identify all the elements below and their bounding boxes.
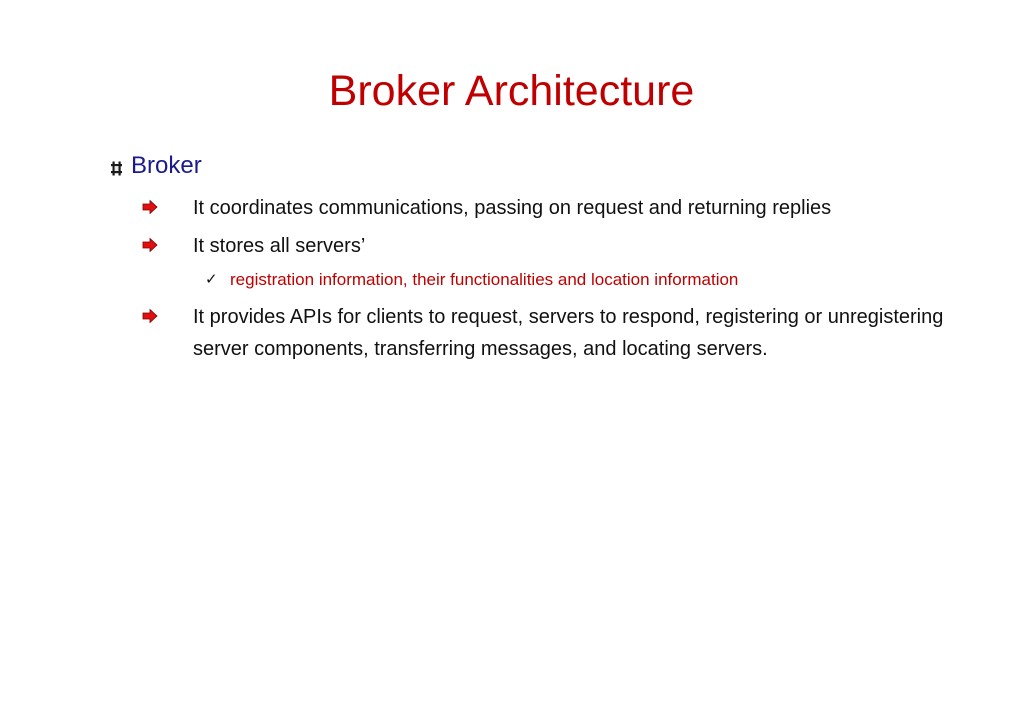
slide-title: Broker Architecture: [328, 67, 695, 115]
sub-bullet-text: It coordinates communications, passing on request and returning replies: [193, 197, 832, 219]
check-mark-icon: ✓: [205, 270, 218, 288]
red-arrow-bullet-icon: [140, 199, 160, 215]
red-arrow-bullet-icon: [140, 308, 160, 324]
grid-hash-bullet-icon: [108, 160, 126, 178]
sub-bullet-text: It provides APIs for clients to request, servers to respond, registering or unregistering server components, transferring messages, and locating servers.: [193, 306, 944, 360]
red-arrow-bullet-icon: [140, 237, 160, 253]
main-bullet-text: Broker: [131, 152, 202, 179]
sub-bullet-text: It stores all servers’: [193, 235, 366, 257]
check-item-text: registration information, their functionalities and location information: [230, 270, 739, 289]
